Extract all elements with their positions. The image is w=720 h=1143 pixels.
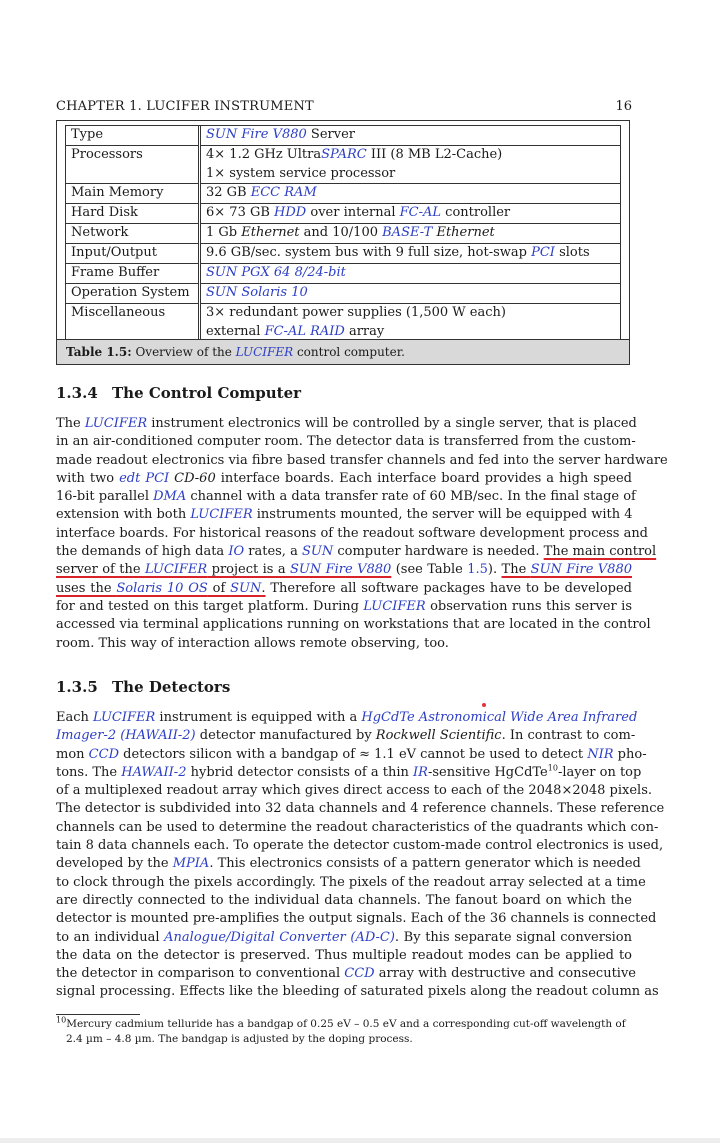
- section-number: 1.3.5: [56, 678, 98, 696]
- text-line: 16-bit parallel DMA channel with a data transfer rate of 60 MB/sec. In the final stage of: [56, 489, 636, 505]
- paragraph-control-computer: [56, 415, 668, 653]
- table-caption-label: Table 1.5:: [66, 345, 132, 359]
- table-caption-text: Overview of the LUCIFER control computer.: [135, 345, 405, 359]
- paragraph-detectors: [56, 709, 665, 1002]
- annotation-dot: [482, 703, 486, 707]
- page-number: 16: [615, 99, 632, 114]
- table-key-cell: Type: [66, 126, 200, 146]
- footnote: [56, 1017, 632, 1047]
- text-line: uses the Solaris 10 OS of SUN. Therefore all software packages have to be developed: [56, 580, 632, 596]
- table-row: [66, 264, 620, 284]
- text-line: with two edt PCI CD-60 interface boards. Each interface board provides a high speed: [56, 470, 632, 486]
- table-row: [66, 244, 620, 264]
- table-row: [66, 184, 620, 204]
- table-value-cell: 1 Gb Ethernet and 10/100 BASE-T Ethernet: [206, 225, 495, 240]
- bottom-bar: [0, 1138, 720, 1143]
- table-key-cell: Miscellaneous: [66, 304, 200, 342]
- text-line: to clock through the pixels accordingly. The pixels of the readout array selected at a time: [56, 874, 646, 890]
- text-line: the data on the detector is preserved. Thus multiple readout modes can be applied to: [56, 947, 632, 963]
- text-line: Imager-2 (HAWAII-2) detector manufactured by Rockwell Scientific. In contrast to com-: [56, 728, 636, 744]
- text-line: signal processing. Effects like the bleeding of saturated pixels along the readout column as: [56, 984, 659, 1000]
- text-line: the detector in comparison to conventional CCD array with destructive and consecutive: [56, 966, 636, 982]
- table-row: [66, 204, 620, 224]
- footnote-mark: 10: [56, 1015, 67, 1025]
- table-key-cell: Processors: [66, 146, 200, 184]
- text-line: accessed via terminal applications running on workstations that are located in the control: [56, 617, 651, 633]
- text-line: developed by the MPIA. This electronics consists of a pattern generator which is needed: [56, 856, 641, 872]
- table-row: [66, 304, 620, 342]
- text-line: The LUCIFER instrument electronics will be controlled by a single server, that is placed: [56, 416, 637, 431]
- section-title: The Detectors: [112, 678, 231, 696]
- text-line: the demands of high data IO rates, a SUN computer hardware is needed. The main control: [56, 544, 657, 560]
- chapter-title: CHAPTER 1. LUCIFER INSTRUMENT: [56, 99, 314, 114]
- text-line: for and tested on this target platform. During LUCIFER observation runs this server is: [56, 598, 632, 614]
- table-value-cell: SUN Solaris 10: [206, 285, 308, 300]
- spec-table: [65, 125, 621, 342]
- text-line: tain 8 data channels each. To operate the detector custom-made control electronics is used,: [56, 838, 664, 854]
- text-line: extension with both LUCIFER instruments mounted, the server will be equipped with 4: [56, 507, 633, 523]
- table-key-cell: Hard Disk: [66, 204, 200, 224]
- table-key-cell: Main Memory: [66, 184, 200, 204]
- text-line: tons. The HAWAII-2 hybrid detector consists of a thin IR-sensitive HgCdTe$^{10}$-layer on top: [56, 763, 642, 780]
- footnote-rule: [56, 1014, 140, 1015]
- table-value-cell: 9.6 GB/sec. system bus with 9 full size, hot-swap PCI slots: [206, 245, 590, 260]
- table-value-cell: 3× redundant power supplies (1,500 W each) external FC-AL RAID array: [206, 305, 506, 339]
- text-line: to an individual Analogue/Digital Converter (AD-C). By this separate signal conversion: [56, 929, 632, 945]
- text-line: The detector is subdivided into 32 data channels and 4 reference channels. These reference: [56, 801, 665, 817]
- text-line: channels can be used to determine the readout characteristics of the quadrants which con-: [56, 819, 659, 835]
- table-key-cell: Frame Buffer: [66, 264, 200, 284]
- text-line: mon CCD detectors silicon with a bandgap of ≈ 1.1 eV cannot be used to detect NIR pho-: [56, 746, 647, 762]
- section-title: The Control Computer: [112, 384, 302, 402]
- table-value-cell: SUN PGX 64 8/24-bit: [206, 265, 346, 280]
- text-line: server of the LUCIFER project is a SUN Fire V880 (see Table 1.5). The SUN Fire V880: [56, 562, 632, 578]
- table-row: [66, 146, 620, 184]
- table-row: [66, 126, 620, 146]
- table-value-cell: 32 GB ECC RAM: [206, 185, 317, 200]
- text-line: interface boards. For historical reasons of the readout software development process and: [56, 525, 649, 541]
- text-line: made readout electronics via fibre based transfer channels and fed into the server hardware: [56, 452, 668, 468]
- section-heading-detectors: [56, 678, 230, 696]
- section-number: 1.3.4: [56, 384, 98, 402]
- spec-table-frame: [56, 120, 630, 365]
- footnote-line-1: Mercury cadmium telluride has a bandgap of 0.25 eV – 0.5 eV and a corresponding cut-off wavelength of: [66, 1018, 626, 1030]
- text-line: Each LUCIFER instrument is equipped with a HgCdTe Astronomical Wide Area Infrared: [56, 710, 638, 725]
- table-row: [66, 284, 620, 304]
- footnote-line-2: 2.4 µm – 4.8 µm. The bandgap is adjusted by the doping process.: [66, 1033, 413, 1045]
- text-line: of a multiplexed readout array which gives direct access to each of the 2048×2048 pixels.: [56, 783, 653, 799]
- text-line: detector is mounted pre-amplifies the output signals. Each of the 36 channels is connected: [56, 911, 657, 927]
- table-value-cell: 6× 73 GB HDD over internal FC-AL controller: [206, 205, 511, 220]
- table-key-cell: Input/Output: [66, 244, 200, 264]
- table-value-cell: 4× 1.2 GHz UltraSPARC III (8 MB L2-Cache) 1× system service processor: [206, 147, 503, 181]
- text-line: room. This way of interaction allows remote observing, too.: [56, 635, 449, 651]
- table-key-cell: Network: [66, 224, 200, 244]
- table-row: [66, 224, 620, 244]
- table-value-cell: SUN Fire V880 Server: [206, 127, 355, 142]
- text-line: are directly connected to the individual data channels. The fanout board on which the: [56, 892, 632, 908]
- section-heading-control-computer: [56, 384, 301, 402]
- table-key-cell: Operation System: [66, 284, 200, 304]
- table-caption: [57, 339, 629, 364]
- text-line: in an air-conditioned computer room. The detector data is transferred from the custom-: [56, 434, 636, 450]
